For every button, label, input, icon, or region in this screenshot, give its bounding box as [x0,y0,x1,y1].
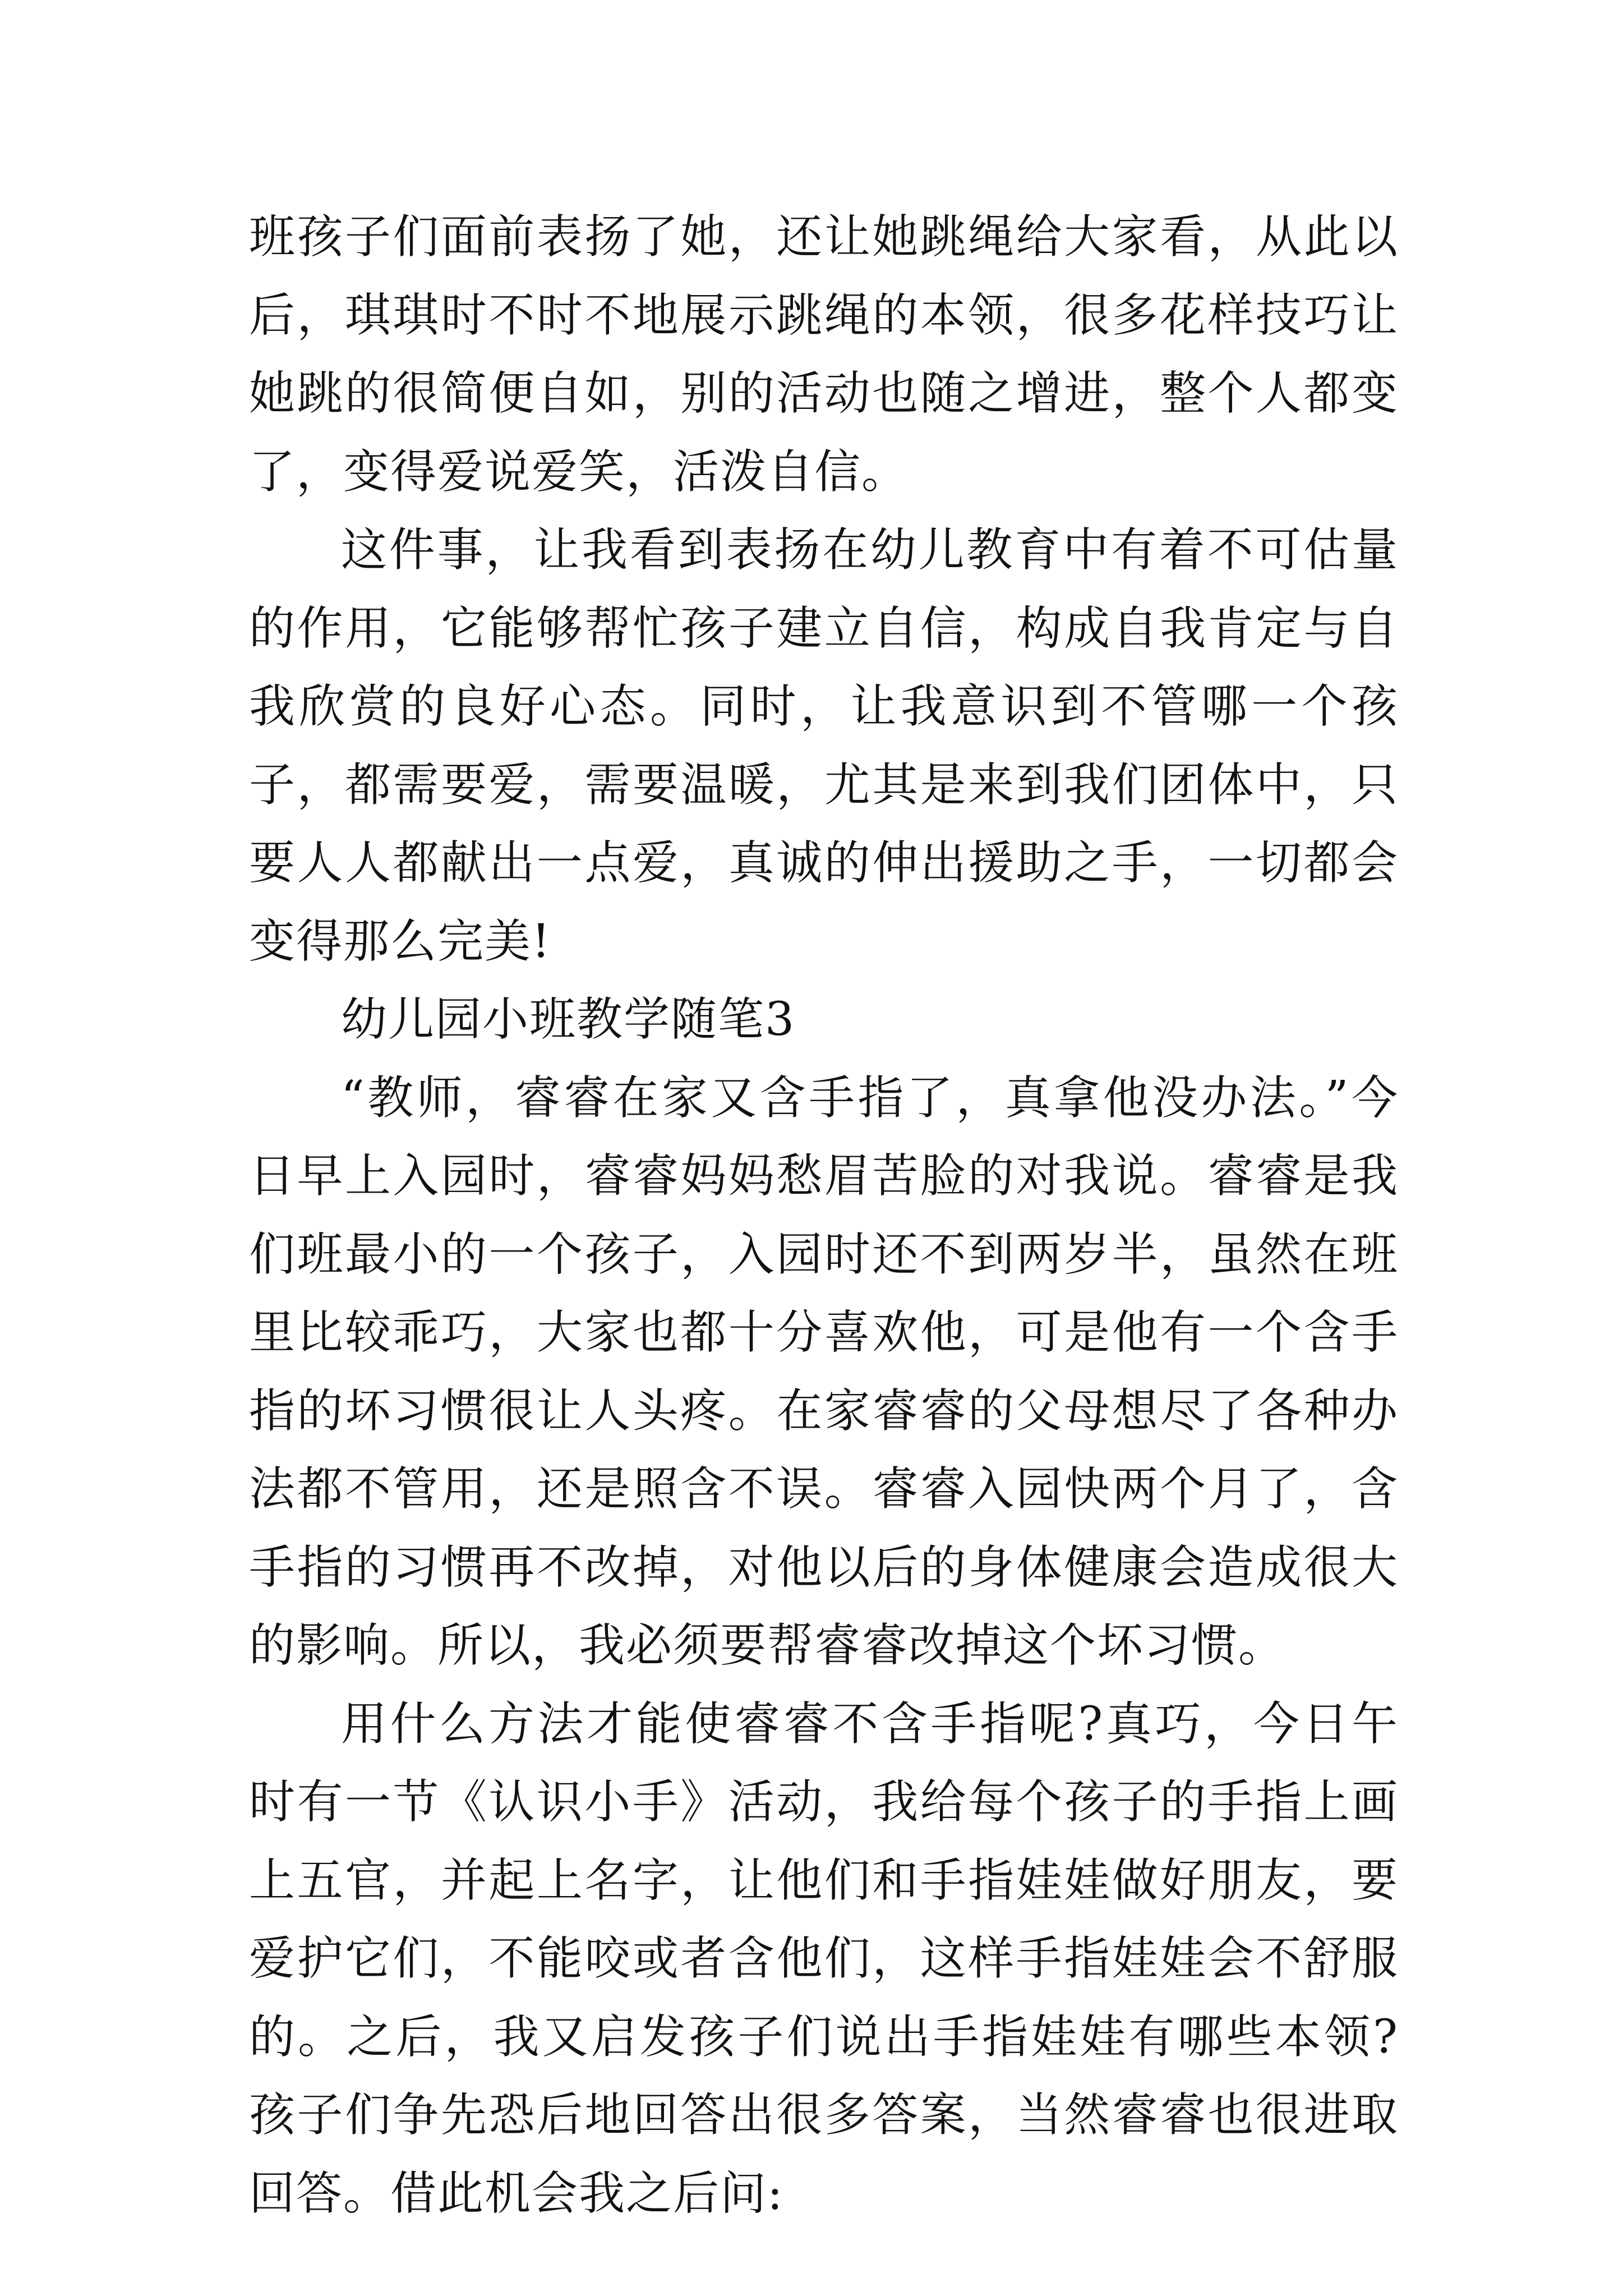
paragraph-4: 用什么方法才能使睿睿不含手指呢?真巧，今日午时有一节《认识小手》活动，我给每个孩子的手指上画上五官，并起上名字，让他们和手指娃娃做好朋友，要爱护它们，不能咬或者含他们，这样手指娃娃会不舒服的。之后，我又启发孩子们说出手指娃娃有哪些本领?孩子们争先恐后地回答出很多答案，当然睿睿也很进取回答。借此机会我之后问: [249,1697,1399,2220]
section-heading: 幼儿园小班教学随笔3 [341,993,796,1046]
paragraph-1: 班孩子们面前表扬了她，还让她跳绳给大家看，从此以后，琪琪时不时不地展示跳绳的本领，很多花样技巧让她跳的很简便自如，别的活动也随之增进，整个人都变了，变得爱说爱笑，活泼自信。 [249,210,1399,499]
paragraph-2: 这件事，让我看到表扬在幼儿教育中有着不可估量的作用，它能够帮忙孩子建立自信，构成自我肯定与自我欣赏的良好心态。同时，让我意识到不管哪一个孩子，都需要爱，需要温暖，尤其是来到我们团体中，只要人人都献出一点爱，真诚的伸出援助之手，一切都会变得那么完美! [249,523,1399,968]
document-body [249,198,1399,2233]
paragraph-3: “教师，睿睿在家又含手指了，真拿他没办法。”今日早上入园时，睿睿妈妈愁眉苦脸的对我说。睿睿是我们班最小的一个孩子，入园时还不到两岁半，虽然在班里比较乖巧，大家也都十分喜欢他，可是他有一个含手指的坏习惯很让人头疼。在家睿睿的父母想尽了各种办法都不管用，还是照含不误。睿睿入园快两个月了，含手指的习惯再不改掉，对他以后的身体健康会造成很大的影响。所以，我必须要帮睿睿改掉这个坏习惯。 [249,1071,1399,1672]
